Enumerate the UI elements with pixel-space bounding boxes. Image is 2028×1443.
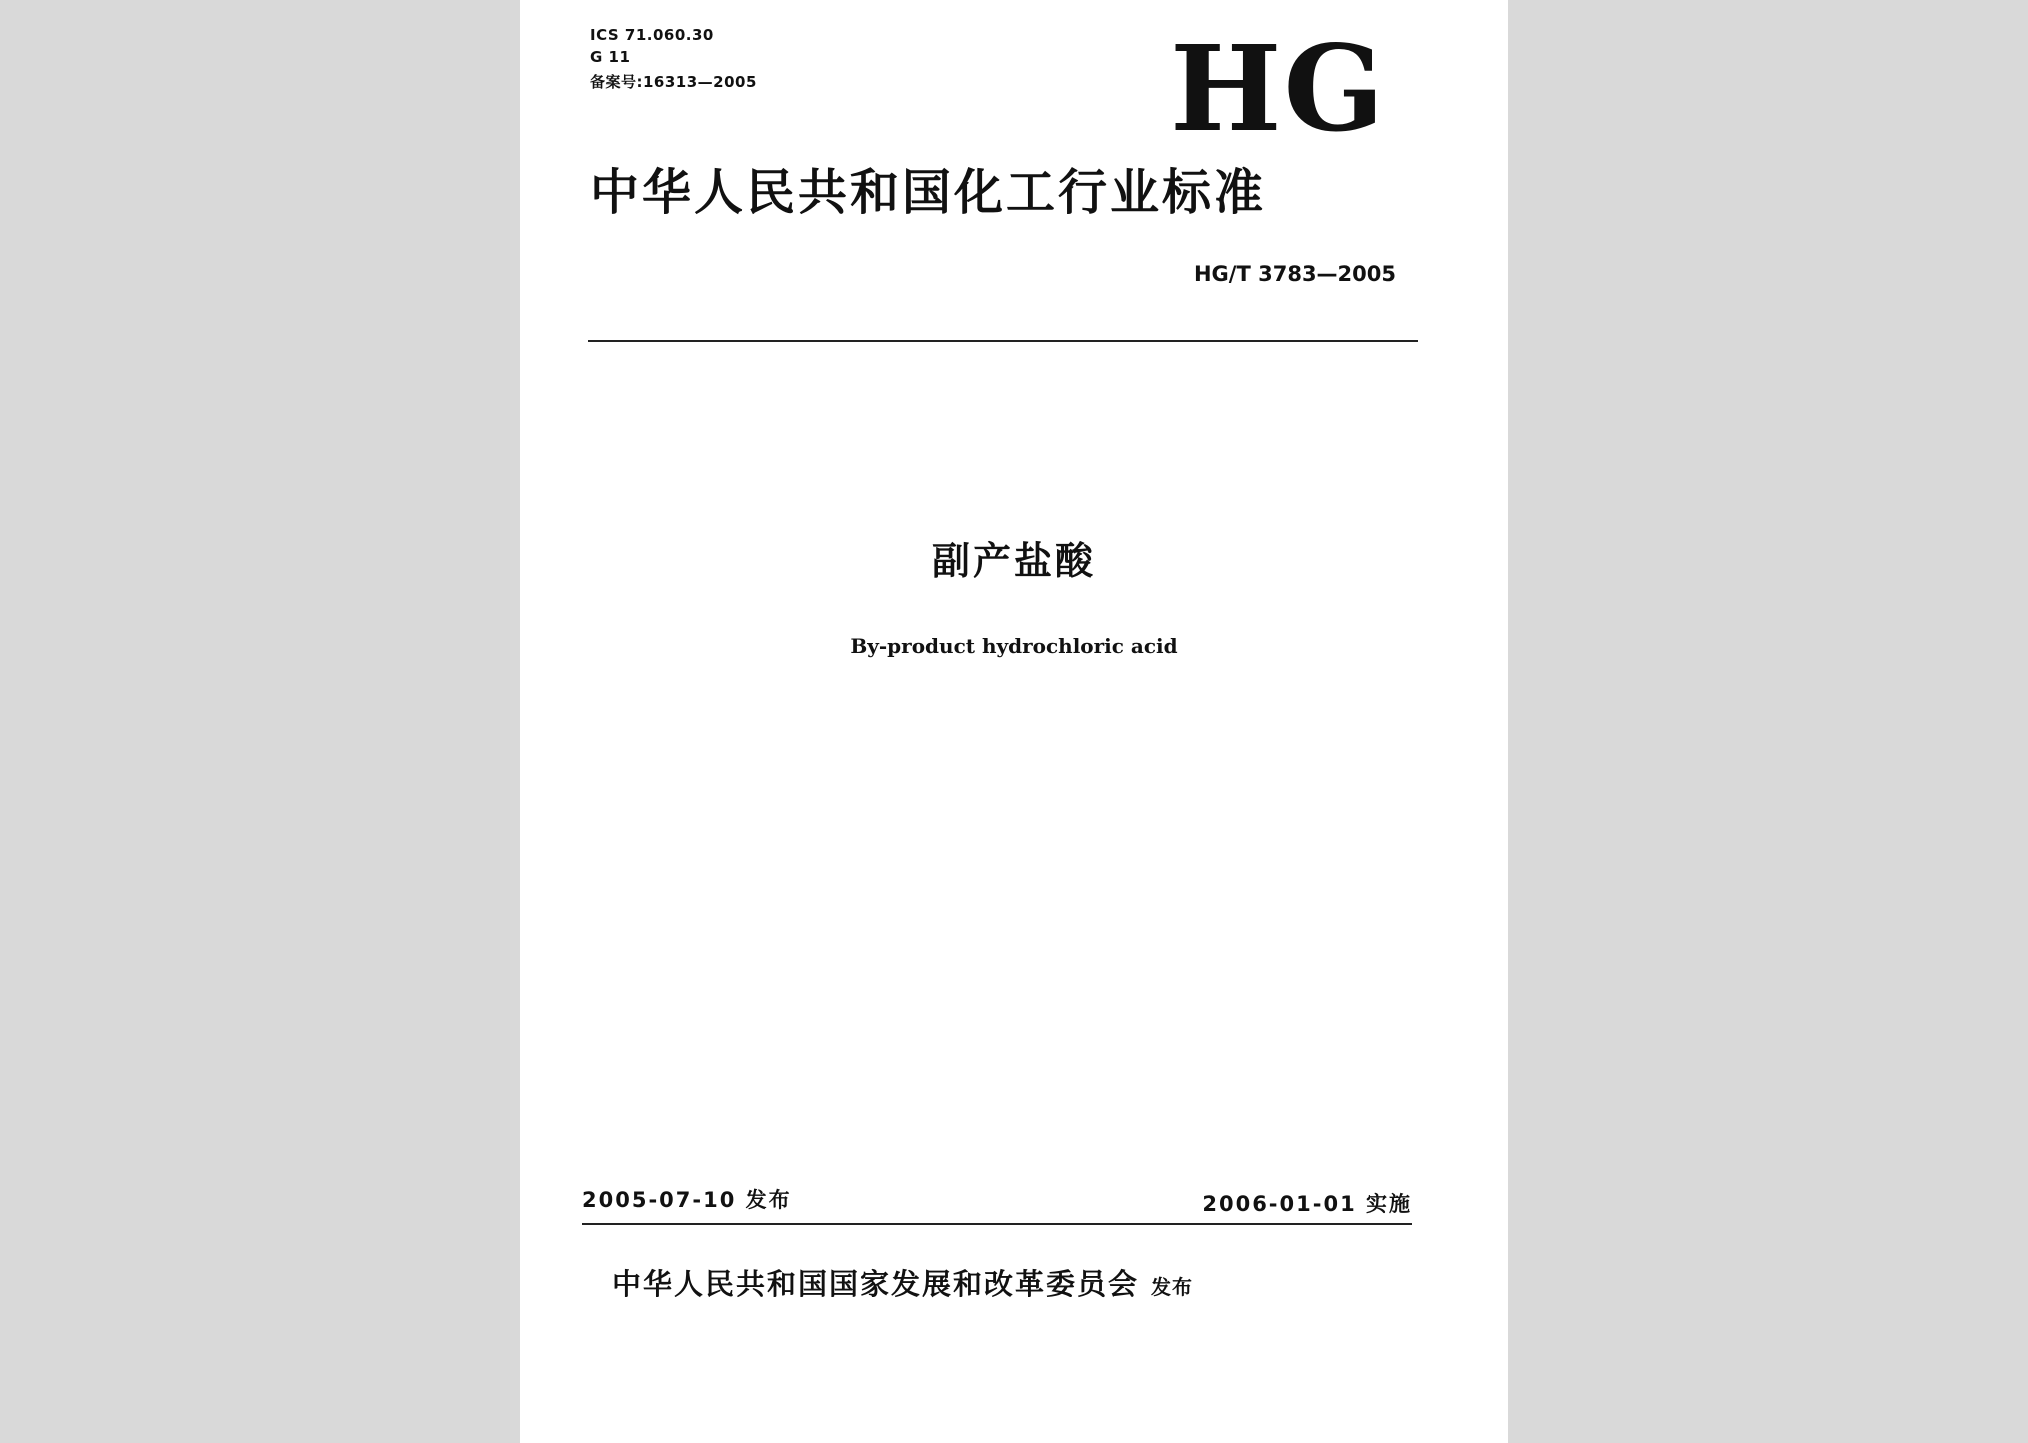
- document-title-english: By-product hydrochloric acid: [850, 634, 1178, 658]
- top-divider: [588, 340, 1418, 342]
- ccs-code: G 11: [590, 48, 631, 66]
- issue-date: 2005-07-10 发布: [582, 1188, 792, 1212]
- document-title-chinese: 副产盐酸: [931, 539, 1096, 583]
- standard-number: HG/T 3783—2005: [1193, 262, 1396, 286]
- implementation-date: 2006-01-01 实施: [1202, 1192, 1412, 1216]
- filing-number: 备案号:16313—2005: [590, 73, 757, 91]
- publisher-suffix: 发布: [1151, 1275, 1194, 1299]
- hg-logo: HG: [1170, 19, 1387, 158]
- organization-title: 中华人民共和国化工行业标准: [590, 164, 1267, 221]
- publisher: [612, 1267, 1194, 1301]
- bottom-divider: [582, 1223, 1412, 1225]
- document-page: [520, 0, 1508, 1443]
- publisher-name: 中华人民共和国国家发展和改革委员会: [612, 1267, 1140, 1301]
- ics-code: ICS 71.060.30: [590, 26, 714, 44]
